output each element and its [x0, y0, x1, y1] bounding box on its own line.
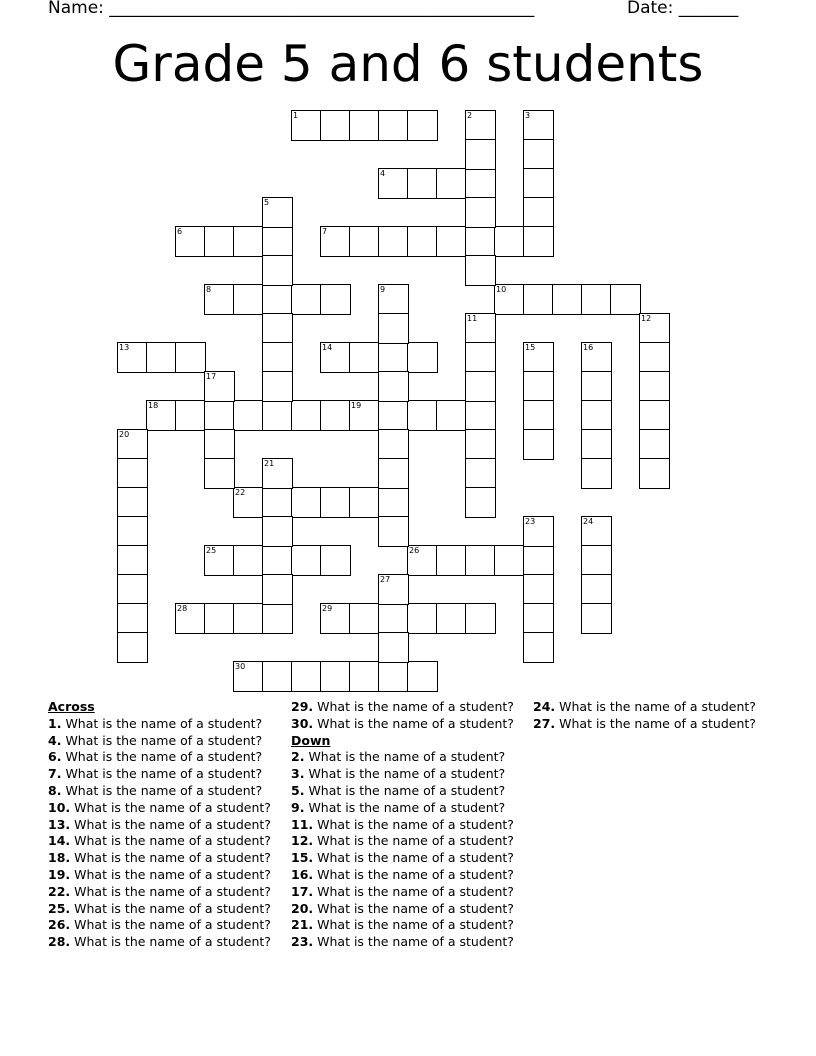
cell-number: 12 [641, 314, 652, 323]
grid-cell[interactable] [436, 168, 467, 199]
clue-across-6: 6. What is the name of a student? [48, 749, 263, 765]
grid-cell[interactable] [117, 516, 148, 547]
grid-cell[interactable] [610, 284, 641, 315]
grid-cell[interactable] [378, 342, 409, 373]
grid-cell[interactable] [291, 661, 322, 692]
grid-cell[interactable] [262, 661, 293, 692]
cell-number: 29 [322, 604, 333, 613]
cell-number: 10 [496, 285, 507, 294]
grid-cell[interactable] [204, 371, 235, 402]
grid-cell[interactable] [262, 313, 293, 344]
grid-cell[interactable] [639, 458, 670, 489]
grid-cell[interactable] [320, 603, 351, 634]
grid-cell[interactable] [291, 545, 322, 576]
grid-cell[interactable] [407, 110, 438, 141]
clue-across-22: 22. What is the name of a student? [48, 883, 271, 899]
clues-column-1 [48, 699, 271, 951]
grid-cell[interactable] [523, 545, 554, 576]
grid-cell[interactable] [465, 458, 496, 489]
page-title: Grade 5 and 6 students [112, 35, 704, 93]
grid-cell[interactable] [204, 603, 235, 634]
grid-cell[interactable] [320, 487, 351, 518]
grid-cell[interactable] [378, 400, 409, 431]
clues-column-2 [291, 699, 514, 951]
grid-cell[interactable] [233, 226, 264, 257]
clue-down-5: 5. What is the name of a student? [291, 782, 506, 798]
cell-number: 16 [583, 343, 594, 352]
cell-number: 24 [583, 517, 594, 526]
grid-cell[interactable] [291, 284, 322, 315]
grid-cell[interactable] [262, 458, 293, 489]
cell-number: 19 [351, 401, 362, 410]
grid-cell[interactable] [436, 603, 467, 634]
grid-cell[interactable] [465, 603, 496, 634]
cell-number: 22 [235, 488, 246, 497]
grid-cell[interactable] [262, 371, 293, 402]
grid-cell[interactable] [233, 545, 264, 576]
cell-number: 26 [409, 546, 420, 555]
cell-number: 3 [525, 111, 531, 120]
cell-number: 5 [264, 198, 270, 207]
cell-number: 6 [177, 227, 183, 236]
grid-cell[interactable] [639, 371, 670, 402]
grid-cell[interactable] [378, 516, 409, 547]
grid-cell[interactable] [378, 632, 409, 663]
grid-cell[interactable] [581, 429, 612, 460]
grid-cell[interactable] [349, 603, 380, 634]
clue-down-16: 16. What is the name of a student? [291, 866, 514, 882]
grid-cell[interactable] [291, 487, 322, 518]
grid-cell[interactable] [320, 400, 351, 431]
cell-number: 28 [177, 604, 188, 613]
grid-cell[interactable] [552, 284, 583, 315]
clue-across-18: 18. What is the name of a student? [48, 850, 271, 866]
cell-number: 7 [322, 227, 328, 236]
grid-cell[interactable] [465, 342, 496, 373]
grid-cell[interactable] [407, 226, 438, 257]
grid-cell[interactable] [262, 545, 293, 576]
grid-cell[interactable] [349, 110, 380, 141]
grid-cell[interactable] [465, 255, 496, 286]
grid-cell[interactable] [523, 400, 554, 431]
grid-cell[interactable] [262, 516, 293, 547]
grid-cell[interactable] [204, 458, 235, 489]
grid-cell[interactable] [262, 197, 293, 228]
grid-cell[interactable] [523, 226, 554, 257]
grid-cell[interactable] [523, 574, 554, 605]
grid-cell[interactable] [523, 197, 554, 228]
clue-across-1: 1. What is the name of a student? [48, 715, 263, 731]
grid-cell[interactable] [639, 400, 670, 431]
grid-cell[interactable] [204, 226, 235, 257]
grid-cell[interactable] [494, 284, 525, 315]
grid-cell[interactable] [233, 400, 264, 431]
grid-cell[interactable] [523, 139, 554, 170]
down-heading: Down [291, 732, 331, 748]
clue-down-9: 9. What is the name of a student? [291, 799, 506, 815]
grid-cell[interactable] [175, 400, 206, 431]
grid-cell[interactable] [146, 400, 177, 431]
grid-cell[interactable] [407, 342, 438, 373]
grid-cell[interactable] [378, 429, 409, 460]
name-label: Name: [48, 0, 104, 18]
grid-cell[interactable] [581, 574, 612, 605]
clue-across-25: 25. What is the name of a student? [48, 900, 271, 916]
clue-across-4: 4. What is the name of a student? [48, 732, 263, 748]
grid-cell[interactable] [523, 168, 554, 199]
name-field[interactable] [48, 0, 534, 18]
grid-cell[interactable] [233, 487, 264, 518]
grid-cell[interactable] [407, 545, 438, 576]
cell-number: 17 [206, 372, 217, 381]
cell-number: 13 [119, 343, 130, 352]
grid-cell[interactable] [407, 400, 438, 431]
grid-cell[interactable] [523, 516, 554, 547]
cell-number: 23 [525, 517, 536, 526]
grid-cell[interactable] [378, 487, 409, 518]
grid-cell[interactable] [581, 284, 612, 315]
clue-down-17: 17. What is the name of a student? [291, 883, 514, 899]
clue-across-7: 7. What is the name of a student? [48, 766, 263, 782]
grid-cell[interactable] [465, 545, 496, 576]
grid-cell[interactable] [378, 284, 409, 315]
grid-cell[interactable] [175, 603, 206, 634]
grid-cell[interactable] [581, 545, 612, 576]
clue-down-24: 24. What is the name of a student? [533, 699, 756, 714]
date-blank[interactable]: _______ [678, 0, 739, 18]
grid-cell[interactable] [378, 168, 409, 199]
clue-down-11: 11. What is the name of a student? [291, 816, 514, 832]
grid-cell[interactable] [204, 429, 235, 460]
grid-cell[interactable] [523, 284, 554, 315]
grid-cell[interactable] [262, 342, 293, 373]
grid-cell[interactable] [378, 603, 409, 634]
grid-cell[interactable] [581, 342, 612, 373]
cell-number: 14 [322, 343, 333, 352]
grid-cell[interactable] [581, 458, 612, 489]
grid-cell[interactable] [204, 545, 235, 576]
grid-cell[interactable] [233, 661, 264, 692]
cell-number: 1 [293, 111, 299, 120]
grid-cell[interactable] [581, 603, 612, 634]
clue-across-19: 19. What is the name of a student? [48, 866, 271, 882]
grid-cell[interactable] [233, 603, 264, 634]
grid-cell[interactable] [494, 226, 525, 257]
grid-cell[interactable] [175, 342, 206, 373]
grid-cell[interactable] [117, 545, 148, 576]
grid-cell[interactable] [523, 632, 554, 663]
grid-cell[interactable] [320, 342, 351, 373]
grid-cell[interactable] [639, 313, 670, 344]
clue-down-12: 12. What is the name of a student? [291, 833, 514, 849]
grid-cell[interactable] [465, 313, 496, 344]
cell-number: 4 [380, 169, 386, 178]
grid-cell[interactable] [378, 661, 409, 692]
cell-number: 30 [235, 662, 246, 671]
grid-cell[interactable] [320, 226, 351, 257]
date-label: Date: [627, 0, 674, 18]
clue-across-10: 10. What is the name of a student? [48, 799, 271, 815]
grid-cell[interactable] [117, 632, 148, 663]
grid-cell[interactable] [320, 284, 351, 315]
grid-cell[interactable] [117, 429, 148, 460]
clue-across-14: 14. What is the name of a student? [48, 833, 271, 849]
grid-cell[interactable] [320, 545, 351, 576]
cell-number: 11 [467, 314, 478, 323]
grid-cell[interactable] [465, 168, 496, 199]
cell-number: 18 [148, 401, 159, 410]
grid-cell[interactable] [262, 487, 293, 518]
grid-cell[interactable] [581, 371, 612, 402]
grid-cell[interactable] [349, 400, 380, 431]
cell-number: 27 [380, 575, 391, 584]
grid-cell[interactable] [523, 603, 554, 634]
grid-cell[interactable] [436, 226, 467, 257]
clues-column-3 [533, 699, 756, 733]
grid-cell[interactable] [233, 284, 264, 315]
grid-cell[interactable] [349, 226, 380, 257]
cell-number: 20 [119, 430, 130, 439]
grid-cell[interactable] [465, 110, 496, 141]
grid-cell[interactable] [117, 487, 148, 518]
grid-cell[interactable] [523, 110, 554, 141]
cell-number: 9 [380, 285, 386, 294]
clue-down-20: 20. What is the name of a student? [291, 900, 514, 916]
grid-cell[interactable] [117, 342, 148, 373]
grid-cell[interactable] [639, 342, 670, 373]
grid-cell[interactable] [407, 168, 438, 199]
clue-across-28: 28. What is the name of a student? [48, 934, 271, 950]
grid-cell[interactable] [349, 487, 380, 518]
grid-cell[interactable] [465, 371, 496, 402]
grid-cell[interactable] [407, 603, 438, 634]
grid-cell[interactable] [378, 371, 409, 402]
grid-cell[interactable] [146, 342, 177, 373]
cell-number: 25 [206, 546, 217, 555]
clue-down-3: 3. What is the name of a student? [291, 766, 506, 782]
grid-cell[interactable] [523, 371, 554, 402]
grid-cell[interactable] [291, 400, 322, 431]
grid-cell[interactable] [465, 487, 496, 518]
cell-number: 21 [264, 459, 275, 468]
grid-cell[interactable] [262, 255, 293, 286]
cell-number: 2 [467, 111, 473, 120]
grid-cell[interactable] [291, 110, 322, 141]
clue-across-8: 8. What is the name of a student? [48, 782, 263, 798]
grid-cell[interactable] [117, 458, 148, 489]
clue-across-26: 26. What is the name of a student? [48, 917, 271, 933]
clue-down-2: 2. What is the name of a student? [291, 749, 506, 765]
cell-number: 8 [206, 285, 212, 294]
clue-down-21: 21. What is the name of a student? [291, 917, 514, 933]
grid-cell[interactable] [262, 284, 293, 315]
grid-cell[interactable] [407, 661, 438, 692]
name-blank[interactable]: __________________________________________________ [109, 0, 535, 18]
grid-cell[interactable] [349, 661, 380, 692]
grid-cell[interactable] [262, 574, 293, 605]
grid-cell[interactable] [465, 429, 496, 460]
grid-cell[interactable] [175, 226, 206, 257]
grid-cell[interactable] [639, 429, 670, 460]
grid-cell[interactable] [436, 545, 467, 576]
grid-cell[interactable] [378, 110, 409, 141]
date-field[interactable] [627, 0, 738, 18]
grid-cell[interactable] [378, 226, 409, 257]
grid-cell[interactable] [204, 400, 235, 431]
grid-cell[interactable] [204, 284, 235, 315]
grid-cell[interactable] [465, 197, 496, 228]
clue-down-23: 23. What is the name of a student? [291, 934, 514, 950]
grid-cell[interactable] [378, 574, 409, 605]
clue-down-27: 27. What is the name of a student? [533, 715, 756, 731]
grid-cell[interactable] [262, 603, 293, 634]
grid-cell[interactable] [436, 400, 467, 431]
clue-down-15: 15. What is the name of a student? [291, 850, 514, 866]
grid-cell[interactable] [581, 400, 612, 431]
grid-cell[interactable] [349, 342, 380, 373]
cell-number: 15 [525, 343, 536, 352]
grid-cell[interactable] [262, 226, 293, 257]
clue-across-13: 13. What is the name of a student? [48, 816, 271, 832]
clue-across-30: 30. What is the name of a student? [291, 715, 514, 731]
grid-cell[interactable] [494, 545, 525, 576]
clue-across-29: 29. What is the name of a student? [291, 699, 514, 714]
grid-cell[interactable] [465, 139, 496, 170]
grid-cell[interactable] [320, 110, 351, 141]
grid-cell[interactable] [523, 429, 554, 460]
grid-cell[interactable] [378, 313, 409, 344]
grid-cell[interactable] [465, 226, 496, 257]
grid-cell[interactable] [581, 516, 612, 547]
grid-cell[interactable] [117, 574, 148, 605]
grid-cell[interactable] [523, 342, 554, 373]
grid-cell[interactable] [320, 661, 351, 692]
grid-cell[interactable] [262, 400, 293, 431]
grid-cell[interactable] [465, 400, 496, 431]
grid-cell[interactable] [378, 458, 409, 489]
grid-cell[interactable] [117, 603, 148, 634]
across-heading: Across [48, 699, 95, 714]
